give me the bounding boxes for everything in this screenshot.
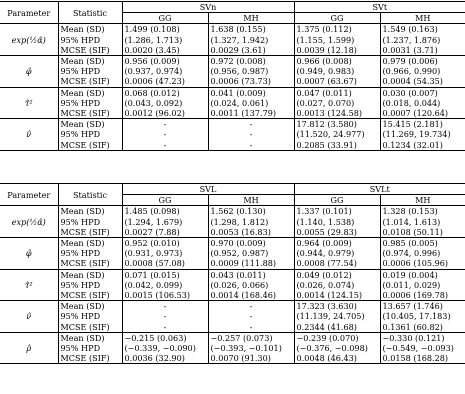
statistic-cell: Mean (SD) [58,56,122,67]
header-sub-mh: MH [208,13,294,24]
value-cell: 0.068 (0.012) [122,87,208,98]
statistic-cell: 95% HPD [58,248,122,258]
header-sub-mh: MH [415,195,431,206]
value-cell: (0.026, 0.066) [208,280,294,290]
value-cell: 0.0013 (124.58) [294,108,380,119]
value-cell: 0.0007 (63.67) [294,76,380,87]
statistic-cell: 95% HPD [58,217,122,227]
header-parameter: Parameter [0,184,58,206]
value-cell: 0.043 (0.011) [208,269,294,280]
table-row [0,343,465,353]
table-row [0,45,465,56]
table-row [0,248,465,258]
value-cell: (1.140, 1.538) [294,217,380,227]
parameter-cell: τ̂² [0,87,58,119]
parameter-cell: φ̂ [0,238,58,270]
table-row [0,119,465,130]
value-cell: (0.949, 0.983) [294,66,380,76]
value-cell: (1.014, 1.613) [382,216,441,227]
value-cell: 0.019 (0.004) [382,269,438,280]
value-cell: (0.018, 0.044) [382,97,441,108]
value-cell: 0.049 (0.012) [294,269,380,280]
statistic-cell: Mean (SD) [58,238,122,249]
value-cell: −0.330 (0.121) [382,332,445,343]
statistic-cell: MCSE (SIF) [58,76,122,87]
value-cell: (0.026, 0.074) [294,280,380,290]
value-cell: 0.047 (0.011) [294,87,380,98]
header-group-svn: SVn [122,2,294,13]
statistic-cell: MCSE (SIF) [58,227,122,238]
value-cell: 0.0158 (168.28) [382,353,449,364]
header-statistic: Statistic [58,2,122,24]
table-row [0,311,465,321]
value-cell: 1.499 (0.108) [122,24,208,35]
statistic-cell: 95% HPD [58,280,122,290]
value-cell: - [122,311,208,321]
value-cell: 0.0007 (120.64) [382,108,449,119]
value-cell: - [122,140,208,151]
statistic-cell: 95% HPD [58,35,122,45]
table-body [0,206,465,364]
value-cell: 0.952 (0.010) [122,238,208,249]
table-row [0,98,465,108]
value-cell: 0.0009 (111.88) [208,258,294,269]
value-cell: 0.0053 (16.83) [208,227,294,238]
value-cell: (11.269, 19.734) [382,129,451,140]
value-cell: 0.964 (0.009) [294,238,380,249]
value-cell: (0.027, 0.070) [294,98,380,108]
parameter-cell: ρ̂ [0,332,58,364]
value-cell: 0.0039 (12.18) [294,45,380,56]
value-cell: - [122,119,208,130]
statistic-cell: MCSE (SIF) [58,353,122,364]
value-cell: 13.657 (1.746) [382,301,443,312]
statistic-cell: Mean (SD) [58,301,122,312]
table-body [0,24,465,150]
value-cell: 0.0029 (3.61) [208,45,294,56]
value-cell: 0.979 (0.006) [382,56,438,67]
table-row [0,290,465,301]
value-cell: 0.0012 (96.02) [122,108,208,119]
value-cell: - [122,322,208,333]
value-cell: 0.0006 (169.78) [382,290,449,301]
header-group-svl: SVL [122,184,294,195]
value-cell: 0.0036 (32.90) [122,353,208,364]
value-cell: 1.328 (0.153) [382,206,438,217]
value-cell: 0.0008 (77.54) [294,258,380,269]
value-cell: - [208,140,294,151]
statistic-cell: MCSE (SIF) [58,322,122,333]
statistic-cell: Mean (SD) [58,87,122,98]
value-cell: (0.931, 0.973) [122,248,208,258]
header-sub-gg: GG [294,195,380,206]
parameter-cell: ν̂ [0,119,58,151]
value-cell: (0.937, 0.974) [122,66,208,76]
table-row [0,353,465,364]
statistic-cell: MCSE (SIF) [58,108,122,119]
header-group-svlt: SVLt [294,184,465,195]
value-cell: (1.327, 1.942) [208,35,294,45]
value-cell: (1.237, 1.876) [382,34,441,45]
value-cell: (11.139, 24.705) [294,311,380,321]
table-row [0,87,465,98]
value-cell: 0.0011 (137.79) [208,108,294,119]
table-row [0,35,465,45]
value-cell: - [122,129,208,139]
value-cell: - [122,301,208,312]
value-cell: (0.966, 0.990) [382,66,441,77]
value-cell: (0.952, 0.987) [208,248,294,258]
statistic-cell: MCSE (SIF) [58,45,122,56]
value-cell: −0.239 (0.070) [294,332,380,343]
value-cell: - [208,311,294,321]
statistic-cell: Mean (SD) [58,269,122,280]
table-row [0,332,465,343]
value-cell: 0.0020 (3.45) [122,45,208,56]
value-cell: 17.812 (3.580) [294,119,380,130]
value-cell: 0.0031 (3.71) [382,44,438,55]
table-row [0,66,465,76]
value-cell: 0.0004 (54.35) [382,76,443,87]
statistic-cell: 95% HPD [58,98,122,108]
value-cell: 0.966 (0.008) [294,56,380,67]
table-row [0,217,465,227]
statistic-cell: 95% HPD [58,311,122,321]
statistic-cell: MCSE (SIF) [58,258,122,269]
value-cell: 1.562 (0.130) [208,206,294,217]
value-cell: 0.1234 (32.01) [382,139,443,150]
table-row [0,140,465,151]
parameter-cell: exp(½α̂) [0,206,58,238]
value-cell: 0.041 (0.009) [208,87,294,98]
header-sub-gg: GG [294,13,380,24]
value-cell: (−0.393, −0.101) [208,343,294,353]
value-cell: 1.485 (0.098) [122,206,208,217]
value-cell: 0.0027 (7.88) [122,227,208,238]
statistic-cell: Mean (SD) [58,24,122,35]
table-row [0,280,465,290]
table-row [0,76,465,87]
value-cell: 0.970 (0.009) [208,238,294,249]
value-cell: 15.415 (2.181) [382,119,443,130]
value-cell: (1.294, 1.679) [122,217,208,227]
value-cell: 1.337 (0.101) [294,206,380,217]
table-row [0,206,465,217]
value-cell: 0.0014 (124.15) [294,290,380,301]
value-cell: 0.2344 (41.68) [294,322,380,333]
parameter-cell: exp(½α̂) [0,24,58,56]
table-row [0,269,465,280]
table-row [0,238,465,249]
value-cell: - [208,301,294,312]
value-cell: - [208,129,294,139]
value-cell: (0.956, 0.987) [208,66,294,76]
results-table-svl-svlt [0,183,465,364]
value-cell: (0.974, 0.996) [382,248,441,259]
value-cell: (−0.376, −0.098) [294,343,380,353]
table-row [0,129,465,139]
value-cell: 0.071 (0.015) [122,269,208,280]
value-cell: (1.298, 1.812) [208,217,294,227]
value-cell: (0.024, 0.061) [208,98,294,108]
value-cell: 0.0006 (73.73) [208,76,294,87]
statistic-cell: Mean (SD) [58,206,122,217]
value-cell: 1.638 (0.155) [208,24,294,35]
table-row [0,322,465,333]
value-cell: −0.215 (0.063) [122,332,208,343]
value-cell: (1.286, 1.713) [122,35,208,45]
value-cell: 0.0055 (29.83) [294,227,380,238]
value-cell: 1.549 (0.163) [382,24,438,35]
statistic-cell: MCSE (SIF) [58,290,122,301]
value-cell: 0.985 (0.005) [382,238,438,249]
value-cell: 0.0008 (57.08) [122,258,208,269]
value-cell: 17.323 (3.630) [294,301,380,312]
parameter-cell: ν̂ [0,301,58,333]
header-sub-gg: GG [122,195,208,206]
header-parameter: Parameter [0,2,58,24]
statistic-cell: Mean (SD) [58,332,122,343]
value-cell: 0.0108 (50.11) [382,226,443,237]
value-cell: 0.0015 (106.53) [122,290,208,301]
results-table-svn-svt [0,1,465,151]
table-row [0,227,465,238]
header-sub-mh: MH [208,195,294,206]
value-cell: −0.257 (0.073) [208,332,294,343]
value-cell: 0.0006 (105.96) [382,258,449,269]
table-row [0,301,465,312]
value-cell: (0.042, 0.099) [122,280,208,290]
statistic-cell: MCSE (SIF) [58,140,122,151]
value-cell: 0.972 (0.008) [208,56,294,67]
value-cell: 0.2085 (33.91) [294,140,380,151]
value-cell: (0.043, 0.092) [122,98,208,108]
table-row [0,24,465,35]
value-cell: (10.405, 17.183) [382,311,451,322]
value-cell: 0.956 (0.009) [122,56,208,67]
value-cell: 0.030 (0.007) [382,87,438,98]
header-sub-gg: GG [122,13,208,24]
table-row [0,258,465,269]
value-cell: 0.0006 (47.23) [122,76,208,87]
value-cell: (11.520, 24.977) [294,129,380,139]
parameter-cell: φ̂ [0,56,58,88]
value-cell: 0.0070 (91.30) [208,353,294,364]
header-group-svt: SVt [294,2,465,13]
value-cell: (0.944, 0.979) [294,248,380,258]
statistic-cell: Mean (SD) [58,119,122,130]
value-cell: 0.0014 (168.46) [208,290,294,301]
value-cell: (1.155, 1.599) [294,35,380,45]
header-sub-mh: MH [415,13,431,24]
statistic-cell: 95% HPD [58,66,122,76]
value-cell: - [208,322,294,333]
value-cell: (−0.549, −0.093) [382,343,454,354]
value-cell: - [208,119,294,130]
table-row [0,108,465,119]
parameter-cell: τ̂² [0,269,58,301]
statistic-cell: 95% HPD [58,129,122,139]
value-cell: (−0.339, −0.090) [122,343,208,353]
value-cell: 0.0048 (46.43) [294,353,380,364]
table-row [0,56,465,67]
statistic-cell: 95% HPD [58,343,122,353]
value-cell: 0.1361 (60.82) [382,321,443,332]
header-statistic: Statistic [58,184,122,206]
value-cell: (0.011, 0.029) [382,279,441,290]
value-cell: 1.375 (0.112) [294,24,380,35]
